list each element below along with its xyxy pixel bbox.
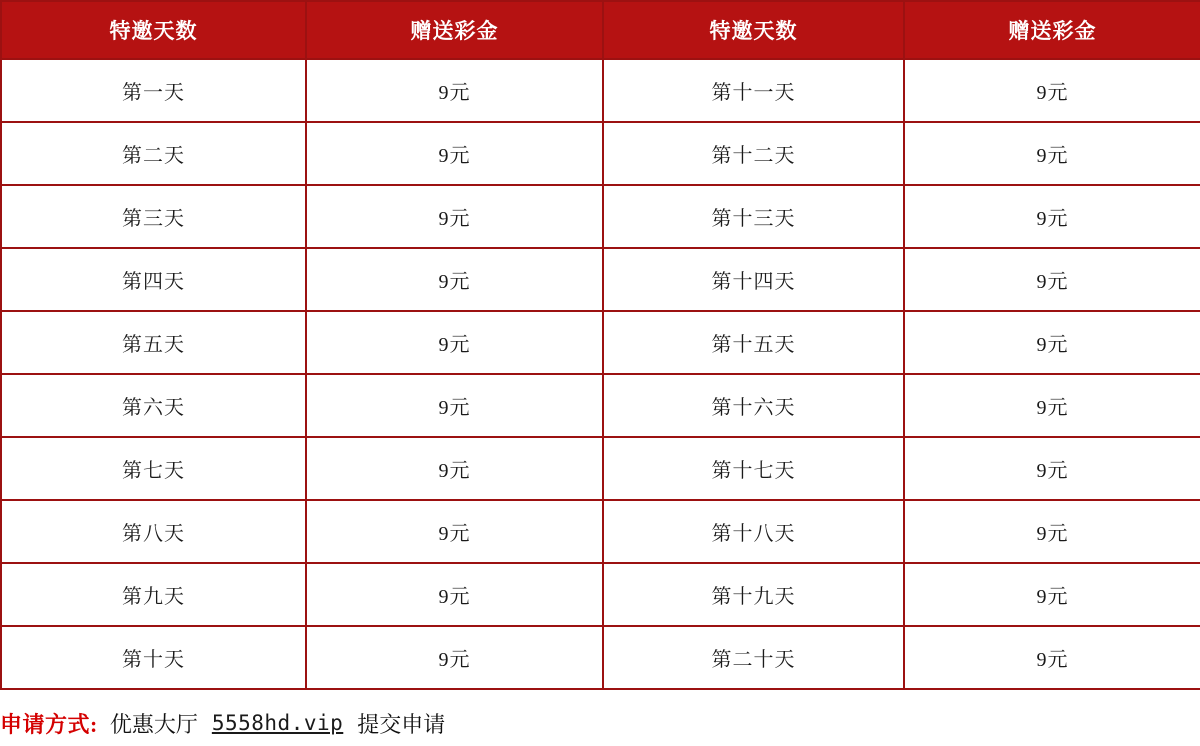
cell-day: 第十四天: [603, 248, 904, 311]
table-header-row: [1, 1, 1200, 59]
cell-bonus: 9元: [306, 437, 603, 500]
table-row: [1, 500, 1200, 563]
cell-bonus: 9元: [904, 500, 1200, 563]
cell-bonus: 9元: [306, 248, 603, 311]
cell-day: 第二十天: [603, 626, 904, 689]
cell-bonus: 9元: [306, 185, 603, 248]
table-row: [1, 626, 1200, 689]
cell-bonus: 9元: [904, 563, 1200, 626]
application-method-note: [0, 700, 1200, 746]
cell-bonus: 9元: [306, 122, 603, 185]
column-header-days-2: 特邀天数: [603, 1, 904, 59]
cell-day: 第二天: [1, 122, 306, 185]
cell-day: 第十八天: [603, 500, 904, 563]
table-row: [1, 248, 1200, 311]
cell-day: 第一天: [1, 59, 306, 122]
cell-bonus: 9元: [904, 437, 1200, 500]
cell-day: 第十九天: [603, 563, 904, 626]
cell-bonus: 9元: [306, 311, 603, 374]
application-site-link[interactable]: 5558hd.vip: [211, 711, 344, 735]
cell-day: 第九天: [1, 563, 306, 626]
table-row: [1, 311, 1200, 374]
cell-bonus: 9元: [904, 122, 1200, 185]
table-row: [1, 59, 1200, 122]
cell-day: 第十一天: [603, 59, 904, 122]
table-row: [1, 122, 1200, 185]
table-header: [1, 1, 1200, 59]
column-header-bonus-1: 赠送彩金: [306, 1, 603, 59]
table-row: [1, 185, 1200, 248]
cell-day: 第十五天: [603, 311, 904, 374]
cell-bonus: 9元: [306, 563, 603, 626]
table-row: [1, 563, 1200, 626]
cell-bonus: 9元: [904, 311, 1200, 374]
table-body: [1, 59, 1200, 689]
column-header-days-1: 特邀天数: [1, 1, 306, 59]
cell-day: 第五天: [1, 311, 306, 374]
cell-day: 第八天: [1, 500, 306, 563]
cell-bonus: 9元: [306, 374, 603, 437]
cell-day: 第十二天: [603, 122, 904, 185]
application-text-after: 提交申请: [357, 711, 446, 737]
cell-day: 第六天: [1, 374, 306, 437]
cell-bonus: 9元: [306, 626, 603, 689]
cell-bonus: 9元: [904, 374, 1200, 437]
cell-bonus: 9元: [306, 59, 603, 122]
application-text-before: 优惠大厅: [109, 711, 198, 737]
table-row: [1, 374, 1200, 437]
cell-bonus: 9元: [904, 185, 1200, 248]
application-method-label: 申请方式:: [0, 711, 98, 737]
cell-bonus: 9元: [904, 59, 1200, 122]
cell-day: 第七天: [1, 437, 306, 500]
cell-bonus: 9元: [904, 248, 1200, 311]
table-row: [1, 437, 1200, 500]
cell-bonus: 9元: [904, 626, 1200, 689]
cell-day: 第十七天: [603, 437, 904, 500]
cell-day: 第十三天: [603, 185, 904, 248]
cell-day: 第十天: [1, 626, 306, 689]
cell-day: 第三天: [1, 185, 306, 248]
cell-bonus: 9元: [306, 500, 603, 563]
cell-day: 第四天: [1, 248, 306, 311]
cell-day: 第十六天: [603, 374, 904, 437]
column-header-bonus-2: 赠送彩金: [904, 1, 1200, 59]
